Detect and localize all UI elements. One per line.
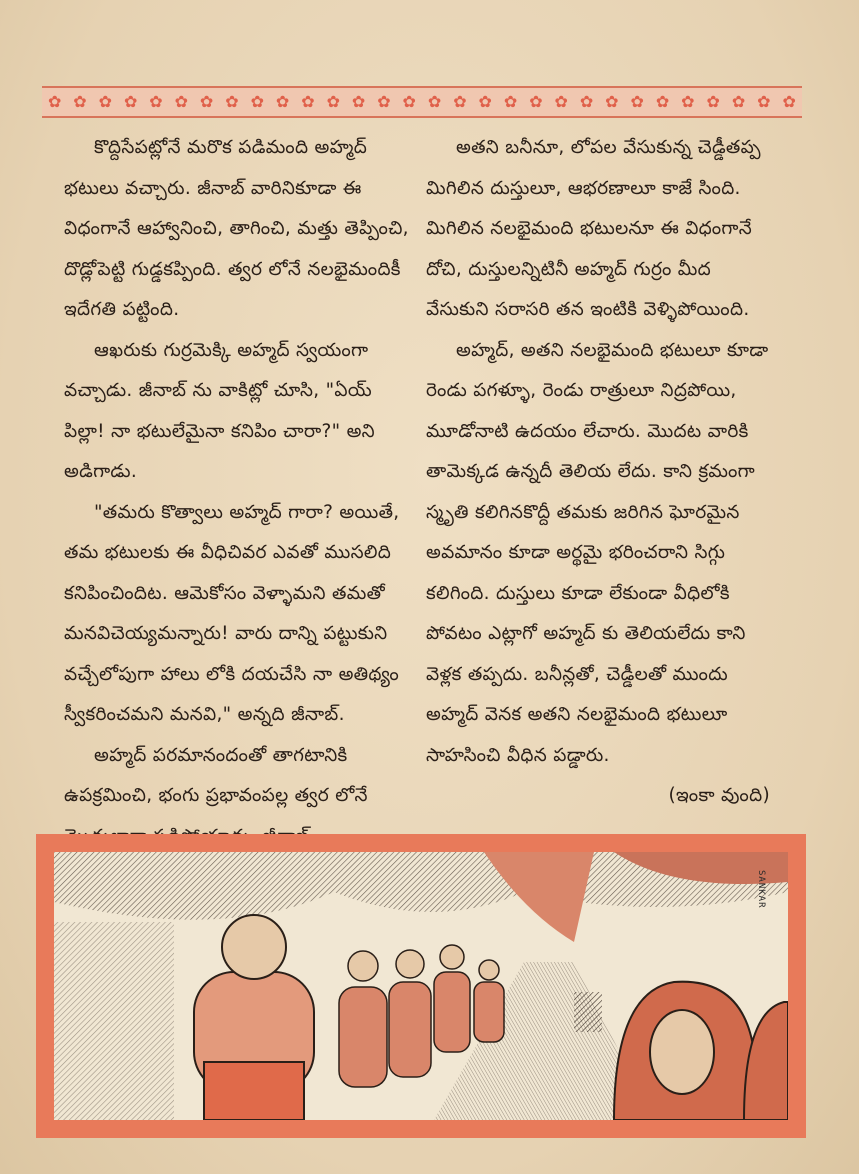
flower-icon: ✿	[554, 92, 568, 111]
decorative-border	[42, 86, 802, 118]
flower-icon: ✿	[149, 92, 163, 111]
flower-icon: ✿	[47, 92, 62, 111]
flower-icon: ✿	[123, 92, 138, 111]
flower-icon: ✿	[478, 92, 492, 111]
flower-icon: ✿	[199, 92, 214, 111]
onlookers	[614, 982, 788, 1120]
flower-icon: ✿	[529, 92, 543, 111]
right-column	[426, 128, 776, 817]
illustration	[54, 852, 788, 1120]
flower-icon: ✿	[655, 92, 670, 111]
artist-signature: SANKAR	[756, 870, 766, 909]
flower-icon: ✿	[782, 92, 796, 111]
flower-icon: ✿	[301, 92, 315, 111]
leader-figure	[194, 915, 314, 1120]
paragraph: "తమరు కొత్వాలు అహ్మద్ గారా? అయితే, తమ భటులకు ఈ వీధిచివర ఎవతో ముసలిది కనిపించిందిట. ఆమెకోసం వెళ్ళామని తమతో మనవిచెయ్యమన్నారు! వారు దాన్ని పట్టుకుని వచ్చేలోపుగా హాలు లోకి దయచేసి నా అతిథ్యం స్వీకరించమని మనవి," అన్నది జీనాబ్.	[64, 501, 400, 725]
flower-icon: ✿	[174, 92, 188, 111]
flower-icon: ✿	[73, 92, 87, 111]
flower-icon: ✿	[225, 92, 239, 111]
flower-icon: ✿	[630, 92, 644, 111]
distant-figure	[574, 992, 602, 1032]
flower-icon: ✿	[706, 92, 720, 111]
flower-icon: ✿	[98, 92, 113, 111]
flower-icon: ✿	[402, 92, 416, 111]
flower-icon: ✿	[427, 92, 442, 111]
flower-icon: ✿	[377, 92, 391, 111]
flower-icon: ✿	[503, 92, 518, 111]
paragraph: అతని బనీనూ, లోపల వేసుకున్న చెడ్డీతప్ప మిగిలిన దుస్తులూ, ఆభరణాలూ కాజే సింది. మిగిలిన నలభైమంది భటులనూ ఈ విధంగానే దోచి, దుస్తులన్నిటినీ అహ్మద్ గుర్రం మీద వేసుకుని సరాసరి తన ఇంటికి వెళ్ళిపోయింది.	[426, 137, 761, 320]
paragraph: అహ్మద్, అతని నలభైమంది భటులూ కూడా రెండు పగళ్ళూ, రెండు రాత్రులూ నిద్రపోయి, మూడోనాటి ఉదయం లేచారు. మొదట వారికి తామెక్కడ ఉన్నదీ తెలియ లేదు. కాని క్రమంగా స్మృతి కలిగినకొద్దీ తమకు జరిగిన ఘోరమైన అవమానం కూడా అర్థమై భరించరాని సిగ్గు కలిగింది. దుస్తులు కూడా లేకుండా వీధిలోకి పోవటం ఎట్లాగో అహ్మద్ కు తెలియలేదు కాని వెళ్లక తప్పదు. బనీన్లతో, చెడ్డీలతో ముందు అహ్మద్ వెనక అతని నలభైమంది భటులూ సాహసించి వీధిన పడ్డారు.	[426, 339, 769, 766]
paragraph: ఆఖరుకు గుర్రమెక్కి అహ్మద్ స్వయంగా వచ్చాడు. జీనాబ్ ను వాకిట్లో చూసి, "ఏయ్ పిల్లా! నా భటులేమైనా కనిపిం చారా?" అని అడిగాడు.	[64, 339, 375, 482]
flower-icon: ✿	[681, 92, 695, 111]
flower-icon: ✿	[326, 92, 340, 111]
flower-icon: ✿	[351, 92, 366, 111]
flower-icon: ✿	[453, 92, 467, 111]
flower-icon: ✿	[579, 92, 594, 111]
illustration-drawing	[54, 852, 788, 1120]
to-be-continued: (ఇంకా వుంది)	[668, 785, 770, 806]
flower-icon: ✿	[731, 92, 746, 111]
illustration-frame	[36, 834, 806, 1138]
left-column	[64, 128, 414, 857]
shop-stall	[54, 922, 174, 1120]
paragraph: కొద్దిసేపట్లోనే మరొక పడిమంది అహ్మద్ భటులు వచ్చారు. జీనాబ్ వారినికూడా ఈ విధంగానే ఆహ్వానించి, తాగించి, మత్తు తెప్పించి, దొడ్లోపెట్టి గుడ్డకప్పింది. త్వర లోనే నలభైమందికీ ఇదేగతి పట్టింది.	[64, 137, 409, 320]
flower-icon: ✿	[250, 92, 264, 111]
paragraph: అహ్మద్ పరమానందంతో తాగటానికి ఉపక్రమించి, భంగు ప్రభావంపల్ల త్వర లోనే	[64, 744, 368, 806]
flower-icon: ✿	[275, 92, 290, 111]
flower-icon: ✿	[757, 92, 771, 111]
flower-icon: ✿	[605, 92, 619, 111]
